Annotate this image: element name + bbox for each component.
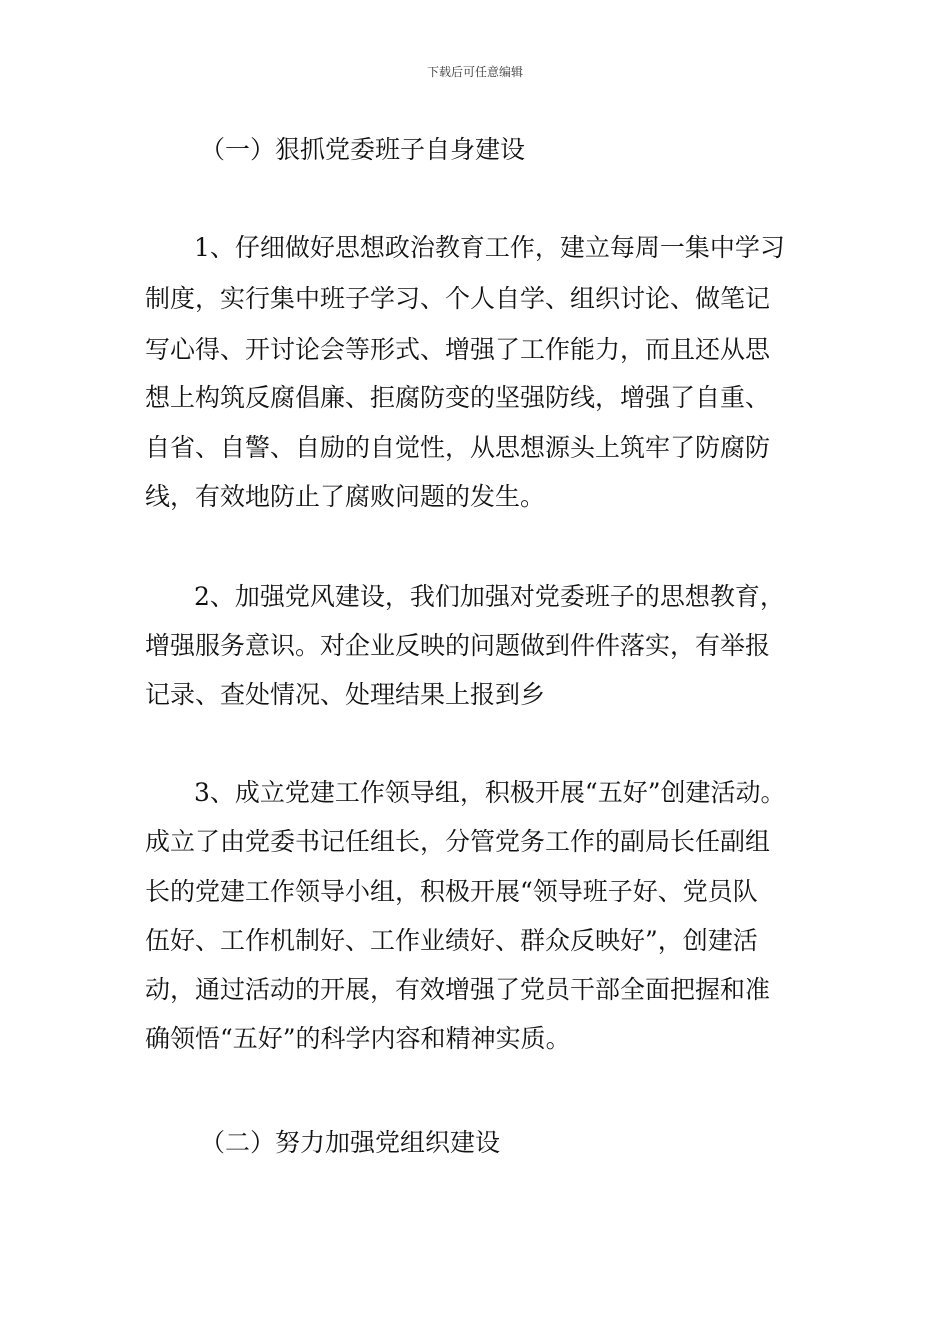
paragraph-3-line-1: 3、成立党建工作领导组，积极开展“五好”创建活动。 (194, 778, 786, 807)
paragraph-1-line-6: 线，有效地防止了腐败问题的发生。 (145, 482, 546, 511)
paragraph-2-line-3: 记录、查处情况、处理结果上报到乡 (145, 680, 546, 709)
paragraph-3-line-5: 动，通过活动的开展，有效增强了党员干部全面把握和准 (145, 975, 771, 1004)
section-heading-2: （二）努力加强党组织建设 (200, 1128, 501, 1157)
paragraph-2-line-2: 增强服务意识。对企业反映的问题做到件件落实，有举报 (145, 631, 771, 660)
paragraph-1-line-2: 制度，实行集中班子学习、个人自学、组织讨论、做笔记 (145, 284, 771, 313)
paragraph-2-line-1: 2、加强党风建设，我们加强对党委班子的思想教育， (194, 582, 785, 611)
paragraph-3-line-4: 伍好、工作机制好、工作业绩好、群众反映好”，创建活 (145, 926, 758, 955)
paragraph-1-line-1: 1、仔细做好思想政治教育工作，建立每周一集中学习 (194, 233, 785, 262)
paragraph-3-line-6: 确领悟“五好”的科学内容和精神实质。 (145, 1024, 571, 1053)
paragraph-1-line-4: 想上构筑反腐倡廉、拒腐防变的坚强防线，增强了自重、 (145, 383, 771, 412)
paragraph-1-line-5: 自省、自警、自励的自觉性，从思想源头上筑牢了防腐防 (145, 433, 771, 462)
paragraph-3-line-2: 成立了由党委书记任组长，分管党务工作的副局长任副组 (145, 827, 771, 856)
paragraph-3-line-3: 长的党建工作领导小组，积极开展“领导班子好、党员队 (145, 877, 758, 906)
paragraph-1-line-3: 写心得、开讨论会等形式、增强了工作能力，而且还从思 (145, 335, 771, 364)
page-header: 下载后可任意编辑 (426, 65, 523, 79)
section-heading-1: （一）狠抓党委班子自身建设 (200, 135, 526, 164)
